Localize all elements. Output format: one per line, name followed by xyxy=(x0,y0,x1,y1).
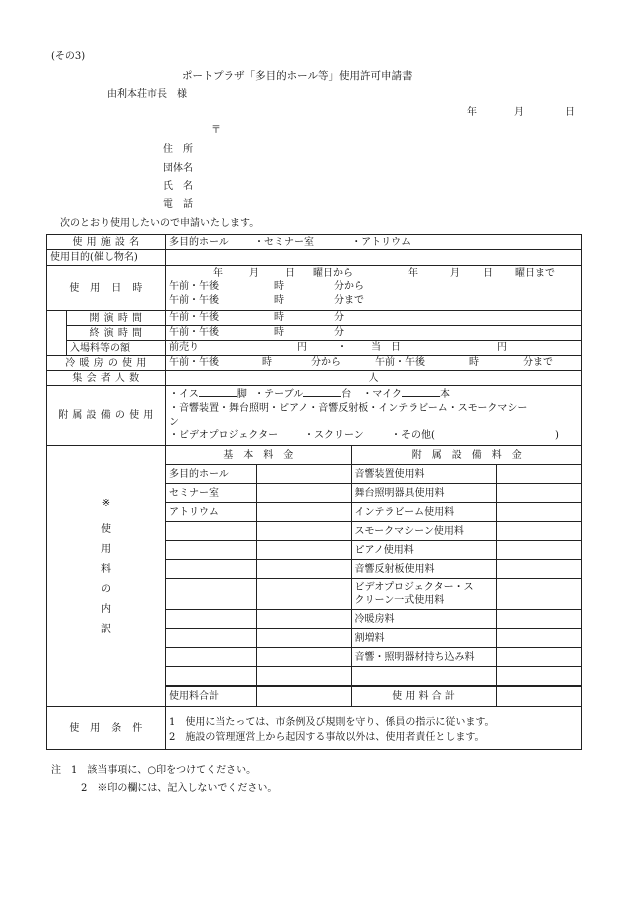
conditions-text xyxy=(166,707,582,750)
basic-amount-10[interactable] xyxy=(256,648,351,667)
condition-2: 2 施設の管理運営上から起因する事故以外は、使用者責任とします。 xyxy=(169,732,485,743)
equip-item-1: 音響装置使用料 xyxy=(351,465,496,484)
equip-amount-5[interactable] xyxy=(496,541,582,560)
equip-item-10: 音響・照明器材持ち込み料 xyxy=(351,648,496,667)
equip-amount-6[interactable] xyxy=(496,560,582,579)
basic-total-label: 使用料合計 xyxy=(166,686,256,706)
hvac-from-ampm: 午前・午後 xyxy=(169,356,219,368)
fee-row-11 xyxy=(166,667,582,687)
basic-item-7 xyxy=(166,579,256,610)
attendees-row xyxy=(47,371,582,386)
end-time-row xyxy=(47,326,582,341)
basic-amount-7[interactable] xyxy=(256,579,351,610)
purpose-row xyxy=(47,250,582,266)
date-from-day: 日 xyxy=(285,268,295,279)
end-hour: 時 xyxy=(274,295,284,306)
fee-field[interactable] xyxy=(166,341,582,356)
fee-advance: 前売り xyxy=(169,341,199,353)
open-time-row xyxy=(47,311,582,326)
basic-amount-3[interactable] xyxy=(256,503,351,522)
basic-item-1: 多目的ホール xyxy=(166,465,256,484)
date-to-day: 日 xyxy=(483,268,493,279)
equip-amount-8[interactable] xyxy=(496,610,582,629)
fee-row-9 xyxy=(166,629,582,648)
equip-item-11 xyxy=(351,667,496,687)
basic-amount-11[interactable] xyxy=(256,667,351,687)
facility-row xyxy=(47,235,582,250)
fee-row-2 xyxy=(166,484,582,503)
purpose-label: 使用目的(催し物名) xyxy=(47,250,166,266)
fee-row-7 xyxy=(166,579,582,610)
end-time-label: 終 演 時 間 xyxy=(67,326,166,341)
basic-item-8 xyxy=(166,610,256,629)
equip-amount-9[interactable] xyxy=(496,629,582,648)
fee-total-row xyxy=(166,686,582,706)
dates-field[interactable] xyxy=(166,266,582,311)
hvac-from-hour: 時 xyxy=(262,356,272,368)
attendees-label: 集 会 者 人 数 xyxy=(47,371,166,386)
chair-count-blank[interactable] xyxy=(199,387,237,397)
basic-item-2: セミナー室 xyxy=(166,484,256,503)
basic-fee-header: 基 本 料 金 xyxy=(166,446,351,465)
date-year: 年 xyxy=(467,107,477,118)
facility-option-hall[interactable]: 多目的ホール xyxy=(169,236,229,248)
hvac-to-ampm: 午前・午後 xyxy=(375,356,425,368)
open-ampm: 午前・午後 xyxy=(169,311,219,323)
equip-item-5: ピアノ使用料 xyxy=(351,541,496,560)
equip-amount-1[interactable] xyxy=(496,465,582,484)
fee-label-char-1: 使 xyxy=(101,524,111,535)
equip-item-6: 音響反射板使用料 xyxy=(351,560,496,579)
fee-advance-yen: 円 xyxy=(297,341,307,353)
equip-item-8: 冷暖房料 xyxy=(351,610,496,629)
basic-total-amount[interactable] xyxy=(256,686,351,706)
date-day: 日 xyxy=(565,107,575,118)
basic-item-3: アトリウム xyxy=(166,503,256,522)
equipment-fee-header: 附 属 設 備 料 金 xyxy=(351,446,582,465)
fee-row-4 xyxy=(166,522,582,541)
conditions-row xyxy=(47,707,582,750)
table-unit: 台 xyxy=(341,389,352,400)
projector-option: ・ビデオプロジェクター xyxy=(169,430,279,441)
start-minute: 分から xyxy=(334,281,364,292)
equip-item-9: 割増料 xyxy=(351,629,496,648)
applicant-group: 団体名 xyxy=(163,163,193,174)
hvac-from-minute: 分から xyxy=(311,356,341,368)
equipment-line-3 xyxy=(169,430,578,444)
condition-1: 1 使用に当たっては、市条例及び規則を守り、係員の指示に従います。 xyxy=(169,717,495,728)
end-time-field[interactable] xyxy=(166,326,582,341)
equipment-line-2: ・音響装置・舞台照明・ピアノ・音響反射板・インテラビーム・スモークマシー xyxy=(169,403,528,414)
basic-amount-5[interactable] xyxy=(256,541,351,560)
attendees-field[interactable] xyxy=(166,371,582,386)
fee-separator: ・ xyxy=(337,341,347,353)
equip-amount-7[interactable] xyxy=(496,579,582,610)
dates-label: 使 用 日 時 xyxy=(47,266,166,311)
purpose-field[interactable] xyxy=(166,250,582,266)
facility-options[interactable] xyxy=(166,235,582,250)
basic-amount-1[interactable] xyxy=(256,465,351,484)
fee-breakdown-label xyxy=(47,446,166,707)
chair-unit: 脚 xyxy=(236,389,247,400)
equipment-line-2b: ン xyxy=(169,417,179,428)
date-to-weekday: 曜日まで xyxy=(515,268,555,279)
close-hour: 時 xyxy=(274,326,284,338)
sub-rows-spacer xyxy=(47,311,67,356)
attendees-unit: 人 xyxy=(368,372,379,384)
basic-amount-4[interactable] xyxy=(256,522,351,541)
basic-amount-8[interactable] xyxy=(256,610,351,629)
fee-row-10 xyxy=(166,648,582,667)
equip-item-7: ビデオプロジェクター・ス クリーン一式使用料 xyxy=(351,579,496,610)
note-1: 注 1 該当事項に、○印をつけてください。 xyxy=(51,765,257,776)
basic-item-5 xyxy=(166,541,256,560)
postal-mark: 〒 xyxy=(211,125,221,136)
fee-label-char-5: 内 xyxy=(101,604,111,615)
equip-total-amount[interactable] xyxy=(496,686,582,706)
screen-option: ・スクリーン xyxy=(304,430,364,441)
fee-label-char-3: 料 xyxy=(101,564,111,575)
start-hour: 時 xyxy=(274,281,284,292)
open-minute: 分 xyxy=(334,311,344,323)
mic-unit: 本 xyxy=(440,389,450,400)
fee-table xyxy=(166,446,582,706)
hvac-label: 冷 暖 房 の 使 用 xyxy=(47,356,166,371)
fee-row-1 xyxy=(166,465,582,484)
basic-item-11 xyxy=(166,667,256,687)
fee-header-row xyxy=(166,446,582,465)
equip-total-label: 使 用 料 合 計 xyxy=(351,686,496,706)
equip-item-3: インテラビーム使用料 xyxy=(351,503,496,522)
date-from-month: 月 xyxy=(249,268,259,279)
basic-item-6 xyxy=(166,560,256,579)
fee-breakdown-grid xyxy=(166,446,582,707)
close-minute: 分 xyxy=(334,326,344,338)
fee-label-char-2: 用 xyxy=(101,544,111,555)
mic-count-blank[interactable] xyxy=(402,387,440,397)
addressee: 由利本荘市長 様 xyxy=(107,89,187,100)
end-ampm: 午前・午後 xyxy=(169,295,219,306)
date-to-month: 月 xyxy=(450,268,460,279)
fee-row-6 xyxy=(166,560,582,579)
end-minute: 分まで xyxy=(334,295,364,306)
fee-row xyxy=(47,341,582,356)
hvac-to-minute: 分まで xyxy=(523,356,553,368)
hvac-row xyxy=(47,356,582,371)
form-number: (その3) xyxy=(51,51,86,62)
equip-amount-4[interactable] xyxy=(496,522,582,541)
equip-amount-11[interactable] xyxy=(496,667,582,687)
applicant-phone: 電 話 xyxy=(163,199,193,210)
facility-option-seminar[interactable]: ・セミナー室 xyxy=(254,236,314,248)
start-ampm: 午前・午後 xyxy=(169,281,219,292)
equipment-line-1 xyxy=(169,387,578,402)
fee-door-yen: 円 xyxy=(497,341,507,353)
hvac-field[interactable] xyxy=(166,356,582,371)
intro-text: 次のとおり使用したいので申請いたします。 xyxy=(60,218,260,229)
date-from-year: 年 xyxy=(213,268,223,279)
equipment-field[interactable] xyxy=(166,386,582,446)
applicant-name: 氏 名 xyxy=(163,181,193,192)
other-option: ・その他( xyxy=(391,430,435,441)
basic-amount-2[interactable] xyxy=(256,484,351,503)
fee-label: 入場料等の額 xyxy=(67,341,166,356)
equip-item-2: 舞台照明器具使用料 xyxy=(351,484,496,503)
equip-item-4: スモークマシーン使用料 xyxy=(351,522,496,541)
chair-label: ・イス xyxy=(169,389,199,400)
basic-amount-6[interactable] xyxy=(256,560,351,579)
fee-row-8 xyxy=(166,610,582,629)
fee-breakdown-row xyxy=(47,446,582,707)
conditions-label: 使 用 条 件 xyxy=(47,707,166,750)
open-time-field[interactable] xyxy=(166,311,582,326)
application-form-table xyxy=(46,234,582,750)
applicant-address: 住 所 xyxy=(163,144,193,155)
fee-label-char-6: 訳 xyxy=(101,624,111,635)
facility-option-atrium[interactable]: ・アトリウム xyxy=(351,236,412,248)
basic-item-4 xyxy=(166,522,256,541)
form-title: ポートプラザ「多目的ホール等」使用許可申請書 xyxy=(182,70,413,82)
basic-item-10 xyxy=(166,648,256,667)
fee-row-3 xyxy=(166,503,582,522)
date-month: 月 xyxy=(514,107,524,118)
equip-amount-10[interactable] xyxy=(496,648,582,667)
basic-amount-9[interactable] xyxy=(256,629,351,648)
fee-row-5 xyxy=(166,541,582,560)
office-use-mark: ※ xyxy=(101,498,111,509)
table-label: ・テーブル xyxy=(254,389,304,400)
close-ampm: 午前・午後 xyxy=(169,326,219,338)
date-to-year: 年 xyxy=(408,268,418,279)
dates-row xyxy=(47,266,582,311)
mic-label: ・マイク xyxy=(362,389,402,400)
fee-label-char-4: の xyxy=(101,584,111,595)
date-from-weekday: 曜日から xyxy=(313,268,353,279)
hvac-to-hour: 時 xyxy=(469,356,479,368)
equipment-label: 附 属 設 備 の 使 用 xyxy=(47,386,166,446)
equipment-row xyxy=(47,386,582,446)
table-count-blank[interactable] xyxy=(303,387,341,397)
equip-amount-3[interactable] xyxy=(496,503,582,522)
basic-item-9 xyxy=(166,629,256,648)
other-close-paren: ) xyxy=(555,430,559,441)
fee-door: 当 日 xyxy=(371,341,401,353)
open-time-label: 開 演 時 間 xyxy=(67,311,166,326)
facility-label: 使 用 施 設 名 xyxy=(47,235,166,250)
open-hour: 時 xyxy=(274,311,284,323)
note-2: 2 ※印の欄には、記入しないでください。 xyxy=(81,783,278,794)
equip-amount-2[interactable] xyxy=(496,484,582,503)
